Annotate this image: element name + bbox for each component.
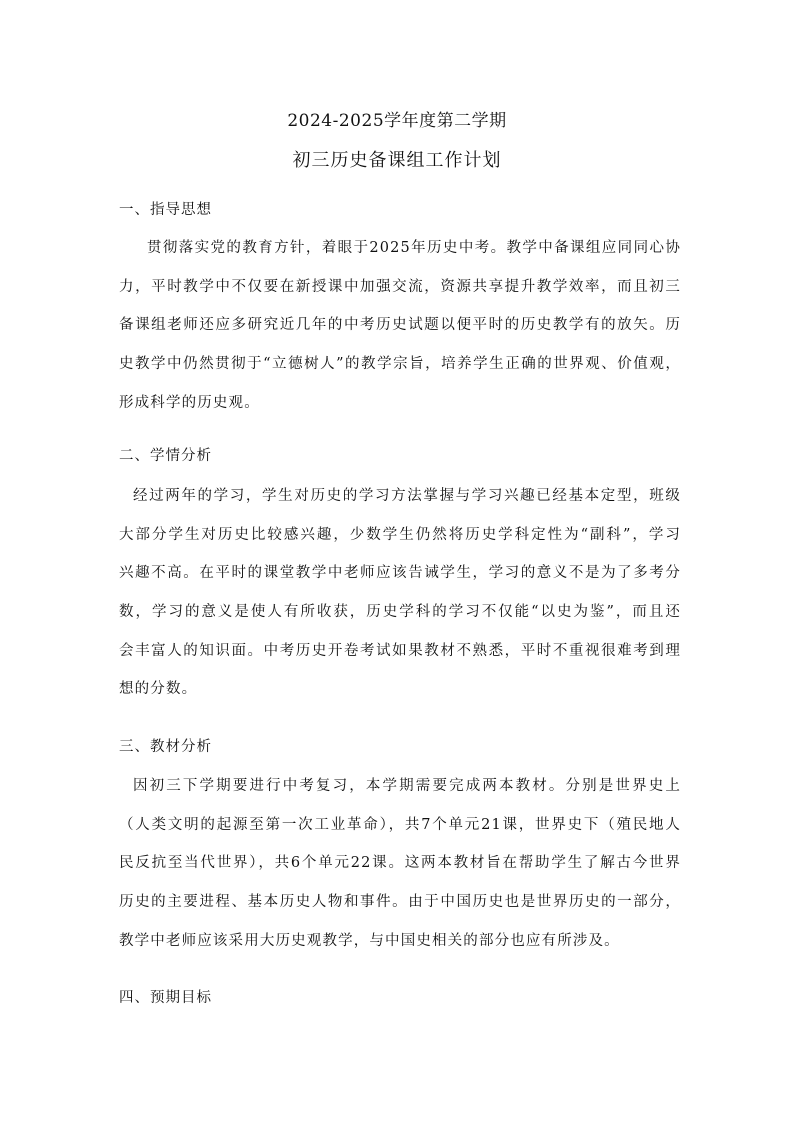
paragraph-line: 数，学习的意义是使人有所收获，历史学科的学习不仅能“以史为鉴”，而且还 (119, 604, 681, 621)
paragraph-line: 贯彻落实党的教育方针，着眼于2025年历史中考。教学中备课组应同同心协 (147, 240, 681, 256)
paragraph-line: 形成科学的历史观。 (119, 394, 260, 411)
paragraph-line: 民反抗至当代世界），共6个单元22课。这两本教材旨在帮助学生了解古今世界 (119, 855, 681, 872)
section-heading-textbook-analysis: 三、教材分析 (119, 739, 212, 755)
paragraph-line: 史教学中仍然贯彻于“立德树人”的教学宗旨，培养学生正确的世界观、价值观， (119, 356, 681, 373)
section-heading-expected-goals: 四、预期目标 (119, 990, 212, 1006)
paragraph-line: 因初三下学期要进行中考复习，本学期需要完成两本教材。分别是世界史上 (133, 778, 681, 794)
paragraph-line: 力，平时教学中不仅要在新授课中加强交流，资源共享提升教学效率，而且初三 (119, 278, 681, 295)
section-body-guiding-ideology (119, 229, 681, 422)
document-subtitle: 初三历史备课组工作计划 (292, 150, 502, 171)
paragraph-line: 经过两年的学习，学生对历史的学习方法掌握与学习兴趣已经基本定型，班级 (133, 488, 681, 504)
document-title: 2024-2025学年度第二学期 (287, 111, 507, 131)
paragraph-line: 大部分学生对历史比较感兴趣，少数学生仍然将历史学科定性为“副科”，学习 (119, 526, 681, 543)
paragraph-line: 兴趣不高。在平时的课堂教学中老师应该告诫学生，学习的意义不是为了多考分 (119, 565, 681, 582)
section-body-textbook-analysis (119, 767, 681, 960)
section-heading-guiding-ideology: 一、指导思想 (119, 202, 212, 218)
paragraph-line: 教学中老师应该采用大历史观教学，与中国史相关的部分也应有所涉及。 (119, 932, 620, 949)
section-body-student-analysis (119, 477, 681, 709)
paragraph-line: 历史的主要进程、基本历史人物和事件。由于中国历史也是世界历史的一部分， (119, 894, 681, 911)
paragraph-line: 备课组老师还应多研究近几年的中考历史试题以便平时的历史教学有的放矢。历 (119, 317, 681, 334)
paragraph-line: （人类文明的起源至第一次工业革命），共7个单元21课，世界史下（殖民地人 (119, 816, 681, 833)
paragraph-line: 想的分数。 (119, 681, 198, 698)
paragraph-line: 会丰富人的知识面。中考历史开卷考试如果教材不熟悉，平时不重视很难考到理 (119, 642, 681, 659)
section-heading-student-analysis: 二、学情分析 (119, 448, 212, 464)
